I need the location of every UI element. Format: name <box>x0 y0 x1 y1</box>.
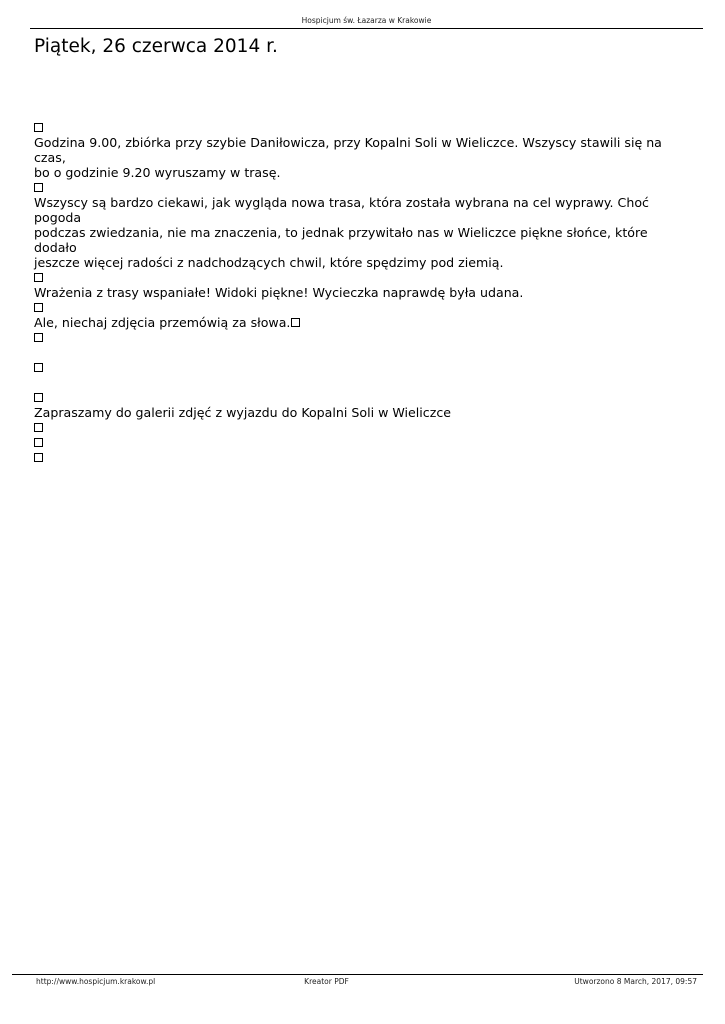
placeholder-box-icon <box>34 183 43 192</box>
placeholder-line <box>34 180 689 195</box>
footer-url: http://www.hospicjum.krakow.pl <box>36 977 156 986</box>
placeholder-box-icon <box>291 318 300 327</box>
page-header: Hospicjum św. Łazarza w Krakowie <box>301 16 432 25</box>
paragraph-2-line-2: podczas zwiedzania, nie ma znaczenia, to jednak przywitało nas w Wieliczce piękne słońce, które dodało <box>34 225 648 255</box>
paragraph-3: Wrażenia z trasy wspaniałe! Widoki piękne! Wycieczka naprawdę była udana. <box>34 285 524 300</box>
paragraph-1-line-2: bo o godzinie 9.20 wyruszamy w trasę. <box>34 165 281 180</box>
placeholder-line <box>34 330 689 345</box>
empty-line <box>34 345 689 360</box>
paragraph-1-line-1: Godzina 9.00, zbiórka przy szybie Daniłowicza, przy Kopalni Soli w Wieliczce. Wszyscy stawili się na czas, <box>34 135 662 165</box>
paragraph-4-line <box>34 315 689 330</box>
placeholder-box-icon <box>34 363 43 372</box>
placeholder-box-icon <box>34 333 43 342</box>
paragraph-2-line-3: jeszcze więcej radości z nadchodzących chwil, które spędzimy pod ziemią. <box>34 255 504 270</box>
placeholder-line <box>34 300 689 315</box>
page-title: Piątek, 26 czerwca 2014 r. <box>34 36 278 57</box>
placeholder-line <box>34 420 689 435</box>
paragraph-4: Ale, niechaj zdjęcia przemówią za słowa. <box>34 315 291 330</box>
placeholder-box-icon <box>34 303 43 312</box>
footer-created: Utworzono 8 March, 2017, 09:57 <box>574 977 697 986</box>
footer-generator: Kreator PDF <box>304 977 349 986</box>
placeholder-line <box>34 390 689 405</box>
article-body <box>34 120 689 465</box>
placeholder-box-icon <box>34 393 43 402</box>
placeholder-line <box>34 120 689 135</box>
placeholder-box-icon <box>34 123 43 132</box>
placeholder-box-icon <box>34 453 43 462</box>
empty-line <box>34 375 689 390</box>
placeholder-box-icon <box>34 423 43 432</box>
placeholder-box-icon <box>34 273 43 282</box>
paragraph-2-line-1: Wszyscy są bardzo ciekawi, jak wygląda nowa trasa, która została wybrana na cel wyprawy. Choć pogoda <box>34 195 649 225</box>
placeholder-line <box>34 270 689 285</box>
paragraph-5: Zapraszamy do galerii zdjęć z wyjazdu do Kopalni Soli w Wieliczce <box>34 405 452 420</box>
placeholder-line <box>34 435 689 450</box>
placeholder-line <box>34 360 689 375</box>
placeholder-box-icon <box>34 438 43 447</box>
placeholder-line <box>34 450 689 465</box>
footer-divider <box>12 974 703 975</box>
header-divider <box>30 28 703 29</box>
